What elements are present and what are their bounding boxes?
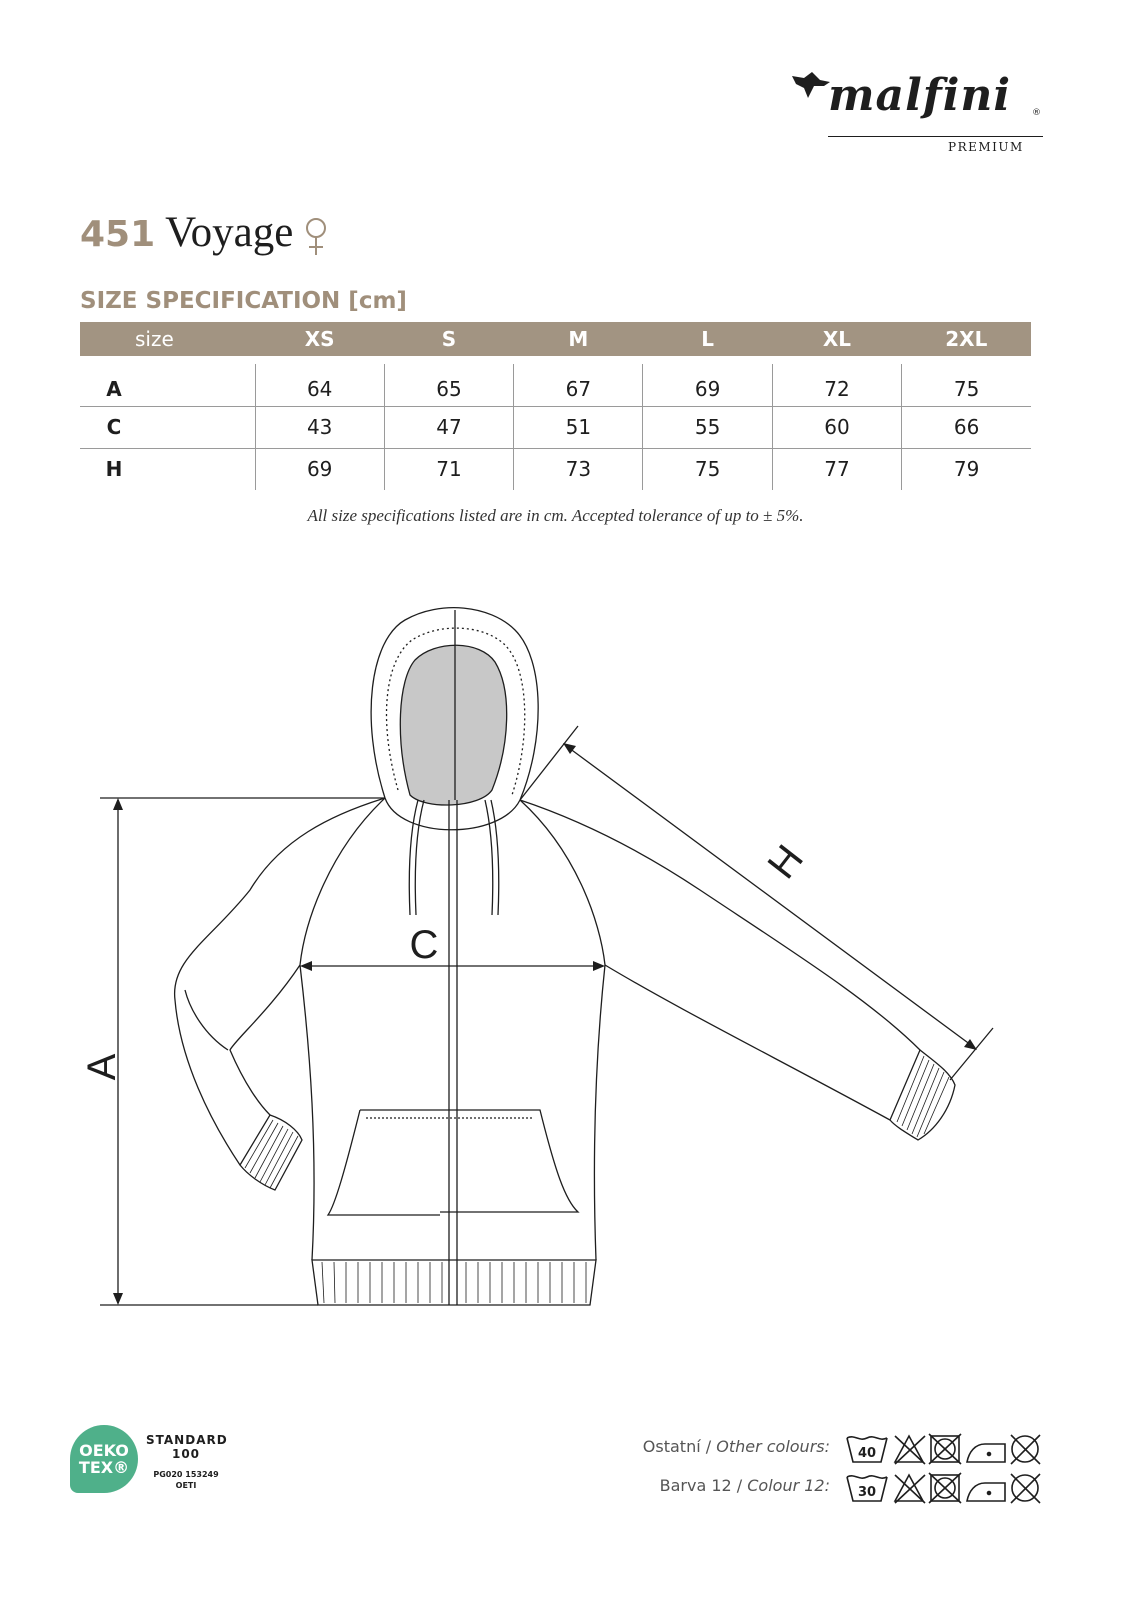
table-cell: 60	[772, 406, 901, 448]
brand-tagline: PREMIUM	[948, 140, 1024, 154]
table-cell: 65	[384, 364, 513, 406]
raglan-left	[300, 798, 385, 965]
table-cell: 72	[772, 364, 901, 406]
left-sleeve-outer	[175, 798, 385, 1165]
left-cuff	[240, 1115, 302, 1190]
care-label: Barva 12 / Colour 12:	[659, 1476, 830, 1495]
table-cell: 75	[643, 448, 772, 490]
body-right-side	[594, 965, 605, 1260]
right-cuff	[890, 1050, 955, 1140]
table-cell: 64	[255, 364, 384, 406]
table-cell: 47	[384, 406, 513, 448]
oeko-tex-badge	[70, 1425, 230, 1495]
row-label: A	[106, 376, 122, 401]
no-bleach-icon	[895, 1475, 925, 1503]
arrow-a-top	[113, 798, 123, 810]
measure-h-top-extension	[520, 726, 578, 800]
header-size: M	[568, 327, 589, 351]
table-cell: 67	[514, 364, 643, 406]
right-sleeve-outer	[520, 800, 920, 1050]
registered-mark: ®	[1032, 108, 1041, 118]
no-tumble-dry-icon	[929, 1434, 961, 1464]
no-tumble-dry-icon	[929, 1473, 961, 1503]
hood-opening	[400, 645, 506, 805]
table-cell: 51	[514, 406, 643, 448]
row-label: H	[105, 457, 123, 482]
table-cell: 43	[255, 406, 384, 448]
table-cell: 73	[514, 448, 643, 490]
care-row-colour12	[560, 1469, 1040, 1505]
table-cell: 69	[255, 448, 384, 490]
spec-heading: SIZE SPECIFICATION [cm]	[80, 288, 407, 314]
iron-low-icon	[967, 1483, 1005, 1501]
header-size: XL	[822, 327, 852, 351]
waistband	[312, 1260, 596, 1305]
care-row-other	[560, 1430, 1040, 1466]
product-name: Voyage	[165, 209, 294, 256]
oeko-certificate: PG020 153249 OETI	[153, 1470, 219, 1490]
table-cell: 75	[902, 364, 1031, 406]
row-label: C	[106, 415, 122, 439]
brand-name: malfini	[828, 70, 1012, 121]
measure-a-label: A	[80, 1053, 124, 1081]
no-dry-clean-icon	[1011, 1435, 1040, 1464]
header-size: L	[701, 327, 715, 351]
care-icons	[845, 1430, 1045, 1466]
left-sleeve-inner	[230, 965, 300, 1115]
drawstring-right	[485, 800, 493, 915]
oeko-standard: STANDARD 100	[146, 1433, 228, 1461]
oeko-tex-logo: OEKO TEX®	[70, 1425, 138, 1493]
care-label: Ostatní / Other colours:	[642, 1437, 830, 1456]
header-size: 2XL	[945, 327, 988, 351]
no-dry-clean-icon	[1011, 1474, 1040, 1503]
header-size-label: size	[135, 327, 174, 351]
no-bleach-icon	[895, 1436, 925, 1464]
table-cell: 66	[902, 406, 1031, 448]
table-cell: 55	[643, 406, 772, 448]
measure-h-line	[565, 745, 975, 1048]
drawstring-left-2	[415, 800, 424, 915]
tolerance-note: All size specifications listed are in cm. Accepted tolerance of up to ± 5%.	[307, 506, 804, 525]
right-sleeve-inner	[605, 965, 890, 1120]
measure-h-label: H	[759, 837, 812, 887]
header-size: XS	[304, 327, 335, 351]
left-sleeve-fold	[185, 990, 228, 1050]
wash-temp: 30	[857, 1485, 877, 1500]
raglan-right	[520, 800, 605, 965]
table-cell: 71	[384, 448, 513, 490]
measure-c-label: C	[409, 923, 439, 967]
measure-h-bottom-extension	[950, 1028, 993, 1080]
arrow-a-bottom	[113, 1293, 123, 1305]
pocket	[328, 1110, 578, 1215]
header-size: S	[441, 327, 457, 351]
table-cell: 77	[772, 448, 901, 490]
wash-temp: 40	[857, 1446, 877, 1461]
drawstring-left	[409, 800, 418, 915]
iron-low-icon	[967, 1444, 1005, 1462]
body-left-side	[300, 965, 314, 1260]
care-icons	[845, 1469, 1045, 1505]
table-cell: 79	[902, 448, 1031, 490]
table-cell: 69	[643, 364, 772, 406]
arrow-c-left	[300, 961, 312, 971]
arrow-c-right	[593, 961, 605, 971]
product-number: 451	[80, 214, 156, 255]
